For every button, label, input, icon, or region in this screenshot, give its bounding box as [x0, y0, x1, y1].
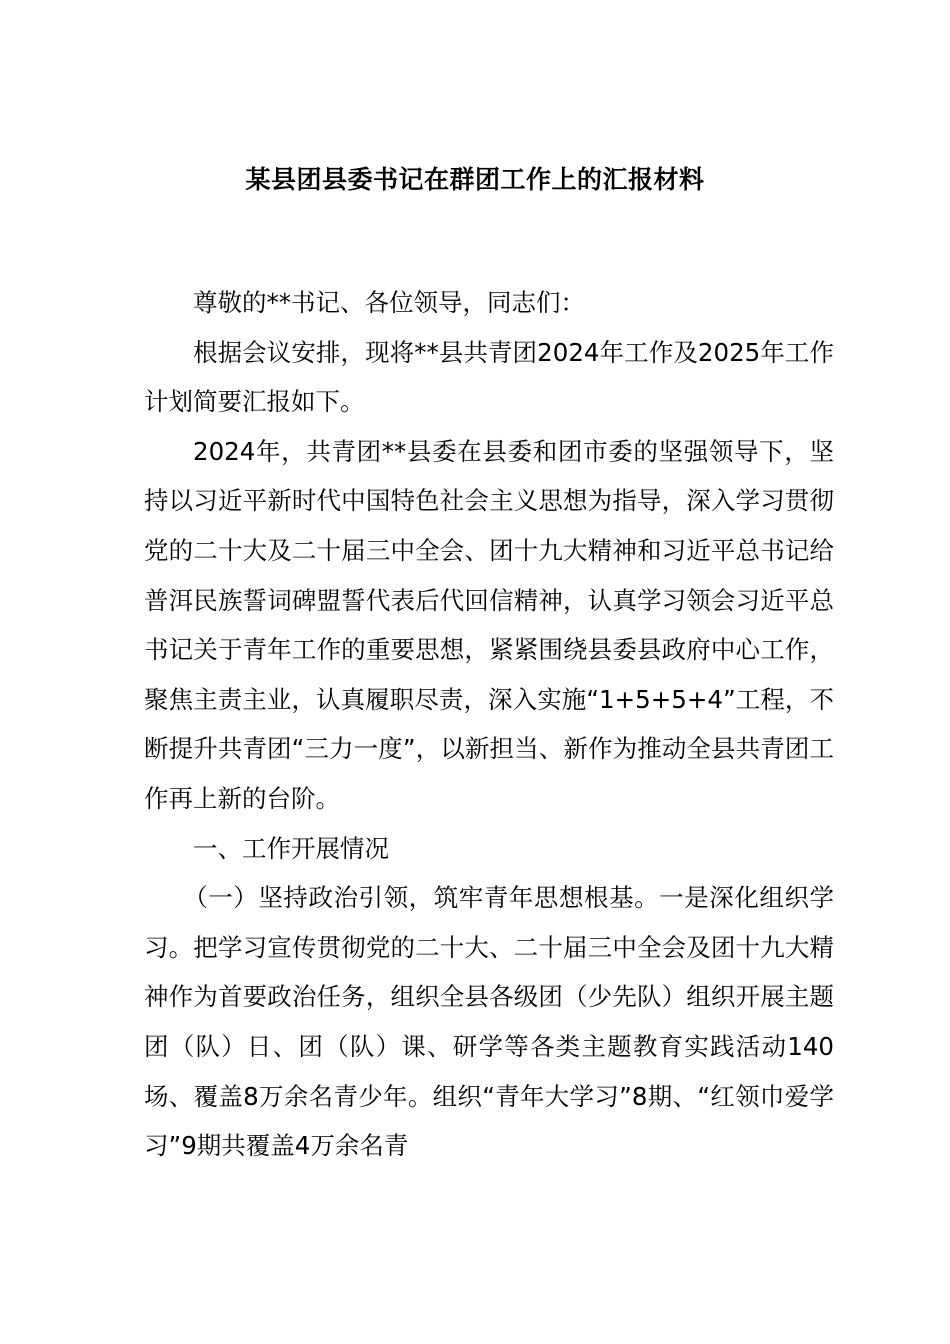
- document-title: 某县团县委书记在群团工作上的汇报材料: [245, 165, 705, 194]
- document-body: [144, 278, 834, 1171]
- salutation-paragraph: 尊敬的**书记、各位领导，同志们：: [193, 288, 585, 317]
- section-heading: 一、工作开展情况: [193, 833, 389, 863]
- summary-paragraph: 2024年，共青团**县委在县委和团市委的坚强领导下，坚持以习近平新时代中国特色社会主义思想为指导，深入学习贯彻党的二十大及二十届三中全会、团十九大精神和习近平总书记给普洱民族誓词碑盟誓代表后代回信精神，认真学习领会习近平总书记关于青年工作的重要思想，紧紧围绕县委县政府中心工作，聚焦主责主业，认真履职尽责，深入实施“1+5+5+4”工程，不断提升共青团“三力一度”，以新担当、新作为推动全县共青团工作再上新的台阶。: [144, 436, 834, 813]
- intro-paragraph: 根据会议安排，现将**县共青团2024年工作及2025年工作计划简要汇报如下。: [144, 337, 834, 417]
- subsection-paragraph: （一）坚持政治引领，筑牢青年思想根基。一是深化组织学习。把学习宣传贯彻党的二十大、二十届三中全会及团十九大精神作为首要政治任务，组织全县各级团（少先队）组织开展主题团（队）日、团（队）课、研学等各类主题教育实践活动140场、覆盖8万余名青少年。组织“青年大学习”8期、“红领巾爱学习”9期共覆盖4万余名青: [144, 883, 834, 1161]
